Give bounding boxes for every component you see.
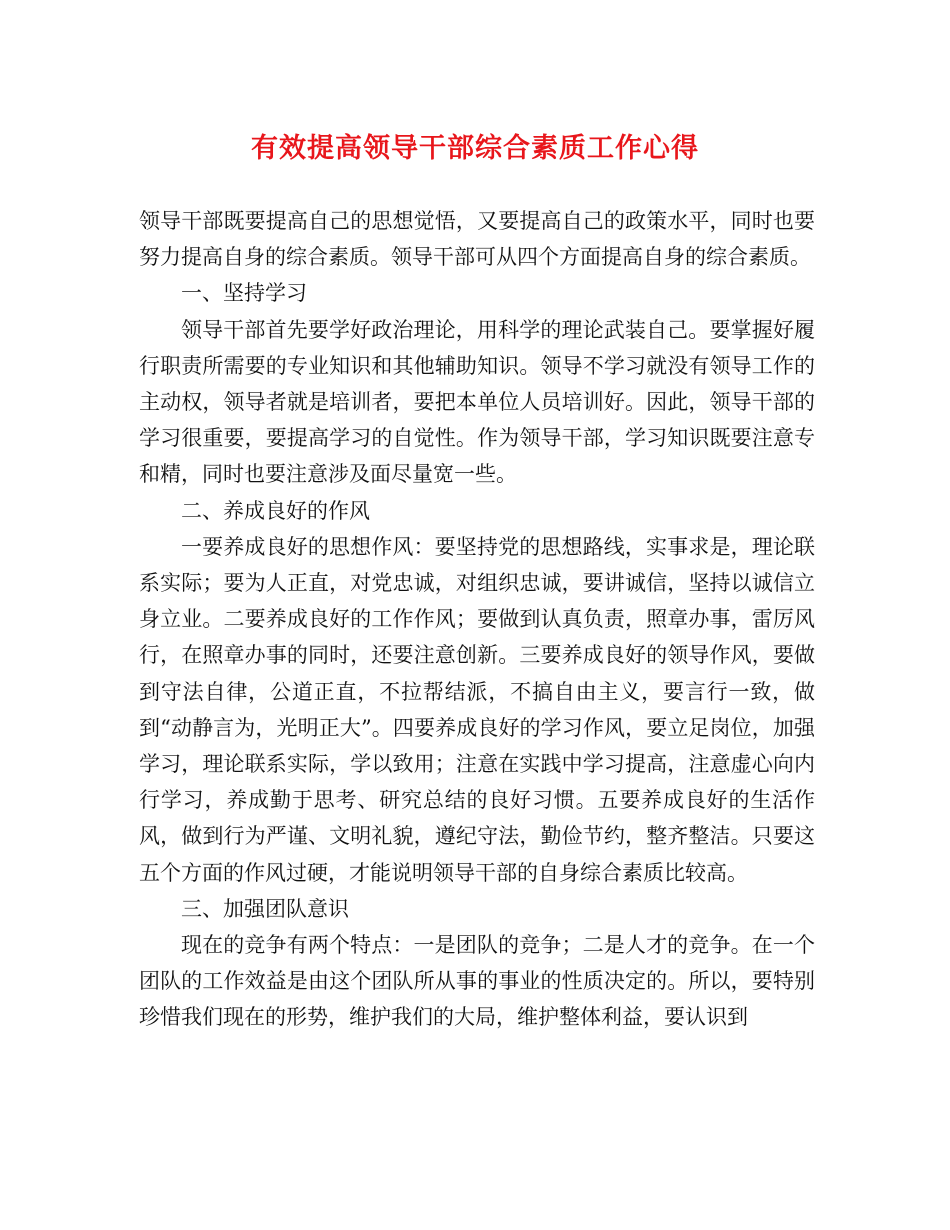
section-heading-1: 一、坚持学习 bbox=[181, 281, 307, 306]
section-paragraph-2: 一要养成良好的思想作风：要坚持党的思想路线，实事求是，理论联系实际；要为人正直，对党忠诚，对组织忠诚，要讲诚信，坚持以诚信立身立业。二要养成良好的工作作风；要做到认真负责，照章办事，雷厉风行，在照章办事的同时，还要注意创新。三要养成良好的领导作风，要做到守法自律，公道正直，不拉帮结派，不搞自由主义，要言行一致，做到“动静言为，光明正大”。四要养成良好的学习作风，要立足岗位，加强学习，理论联系实际，学以致用；注意在实践中学习提高，注意虚心向内行学习，养成勤于思考、研究总结的良好习惯。五要养成良好的生活作风，做到行为严谨、文明礼貌，遵纪守法，勤俭节约，整齐整洁。只要这五个方面的作风过硬，才能说明领导干部的自身综合素质比较高。 bbox=[139, 534, 815, 885]
section-paragraph-1: 领导干部首先要学好政治理论，用科学的理论武装自己。要掌握好履行职责所需要的专业知识和其他辅助知识。领导不学习就没有领导工作的主动权，领导者就是培训者，要把本单位人员培训好。因此，领导干部的学习很重要，要提高学习的自觉性。作为领导干部，学习知识既要注意专和精，同时也要注意涉及面尽量宽一些。 bbox=[139, 317, 815, 487]
intro-paragraph: 领导干部既要提高自己的思想觉悟，又要提高自己的政策水平，同时也要努力提高自身的综合素质。领导干部可从四个方面提高自身的综合素质。 bbox=[139, 209, 815, 270]
section-paragraph-3: 现在的竞争有两个特点：一是团队的竞争；二是人才的竞争。在一个团队的工作效益是由这个团队所从事的事业的性质决定的。所以，要特别珍惜我们现在的形势，维护我们的大局，维护整体利益，要认识到 bbox=[139, 933, 815, 1030]
section-heading-2: 二、养成良好的作风 bbox=[181, 498, 370, 523]
document-body bbox=[139, 203, 815, 1036]
document-title: 有效提高领导干部综合素质工作心得 bbox=[251, 133, 699, 164]
section-heading-3: 三、加强团队意识 bbox=[181, 896, 349, 921]
